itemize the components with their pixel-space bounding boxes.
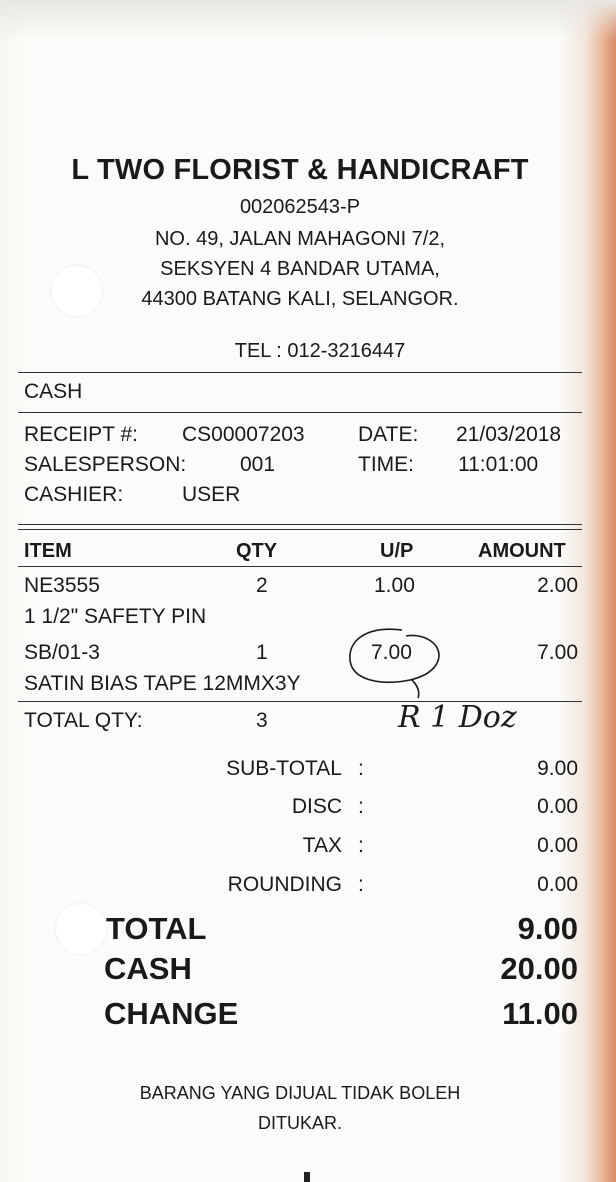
total-qty-label: TOTAL QTY: bbox=[24, 709, 143, 732]
rounding-value: 0.00 bbox=[537, 873, 578, 896]
total-label: TOTAL bbox=[106, 911, 207, 946]
handwritten-circle bbox=[340, 622, 450, 702]
footer-line-1: BARANG YANG DIJUAL TIDAK BOLEH bbox=[139, 1083, 461, 1103]
item-amount: 2.00 bbox=[537, 574, 578, 597]
tax-separator: : bbox=[358, 834, 364, 857]
divider bbox=[18, 412, 582, 413]
cash-value: 20.00 bbox=[500, 951, 578, 986]
divider bbox=[18, 524, 582, 525]
store-tel: TEL : 012-3216447 bbox=[234, 340, 406, 362]
store-address-line-3: 44300 BATANG KALI, SELANGOR. bbox=[141, 288, 459, 310]
item-qty: 2 bbox=[256, 574, 268, 597]
discount-label: DISC bbox=[291, 795, 342, 818]
item-description: 1 1/2" SAFETY PIN bbox=[24, 605, 207, 628]
rounding-separator: : bbox=[358, 873, 364, 896]
divider bbox=[18, 372, 582, 373]
salesperson-label: SALESPERSON: bbox=[24, 453, 187, 476]
col-header-item: ITEM bbox=[24, 540, 72, 562]
cashier-value: USER bbox=[182, 483, 241, 506]
handwritten-note: R 1 Doz bbox=[398, 700, 517, 735]
item-code: SB/01-3 bbox=[24, 641, 100, 664]
cash-label: CASH bbox=[104, 951, 192, 986]
date-label: DATE: bbox=[358, 423, 419, 446]
item-unit-price: 1.00 bbox=[374, 574, 415, 597]
item-description: SATIN BIAS TAPE 12MMX3Y bbox=[24, 672, 301, 695]
paper-shadow bbox=[0, 0, 616, 40]
receipt-label: RECEIPT #: bbox=[24, 423, 138, 446]
item-code: NE3555 bbox=[24, 574, 100, 597]
time-value: 11:01:00 bbox=[458, 453, 539, 476]
divider bbox=[18, 529, 582, 530]
store-reg-no: 002062543-P bbox=[239, 196, 361, 218]
divider bbox=[18, 566, 582, 567]
col-header-amount: AMOUNT bbox=[478, 540, 566, 562]
subtotal-label: SUB-TOTAL bbox=[226, 757, 342, 780]
tax-label: TAX bbox=[302, 834, 342, 857]
subtotal-value: 9.00 bbox=[537, 757, 578, 780]
col-header-qty: QTY bbox=[236, 540, 278, 562]
punch-hole-bottom bbox=[56, 904, 106, 954]
col-header-up: U/P bbox=[380, 540, 414, 562]
paper-mark bbox=[304, 1172, 310, 1182]
total-value: 9.00 bbox=[517, 911, 578, 946]
discount-value: 0.00 bbox=[537, 795, 578, 818]
rounding-label: ROUNDING bbox=[227, 873, 342, 896]
payment-type: CASH bbox=[24, 380, 83, 403]
discount-separator: : bbox=[358, 795, 364, 818]
salesperson-value: 001 bbox=[240, 453, 276, 476]
receipt-number: CS00007203 bbox=[182, 423, 305, 446]
change-value: 11.00 bbox=[502, 996, 578, 1031]
footer-line-2: DITUKAR. bbox=[257, 1113, 342, 1133]
time-label: TIME: bbox=[358, 453, 414, 476]
store-address-line-1: NO. 49, JALAN MAHAGONI 7/2, bbox=[154, 228, 446, 250]
item-unit-price: 7.00 bbox=[371, 641, 412, 664]
cashier-label: CASHIER: bbox=[24, 483, 124, 506]
item-amount: 7.00 bbox=[537, 641, 578, 664]
total-qty-value: 3 bbox=[256, 709, 268, 732]
item-qty: 1 bbox=[256, 641, 268, 664]
tax-value: 0.00 bbox=[537, 834, 578, 857]
change-label: CHANGE bbox=[104, 996, 239, 1031]
store-address-line-2: SEKSYEN 4 BANDAR UTAMA, bbox=[160, 258, 440, 280]
subtotal-separator: : bbox=[358, 757, 364, 780]
store-name: L TWO FLORIST & HANDICRAFT bbox=[71, 154, 529, 186]
date-value: 21/03/2018 bbox=[456, 423, 562, 446]
